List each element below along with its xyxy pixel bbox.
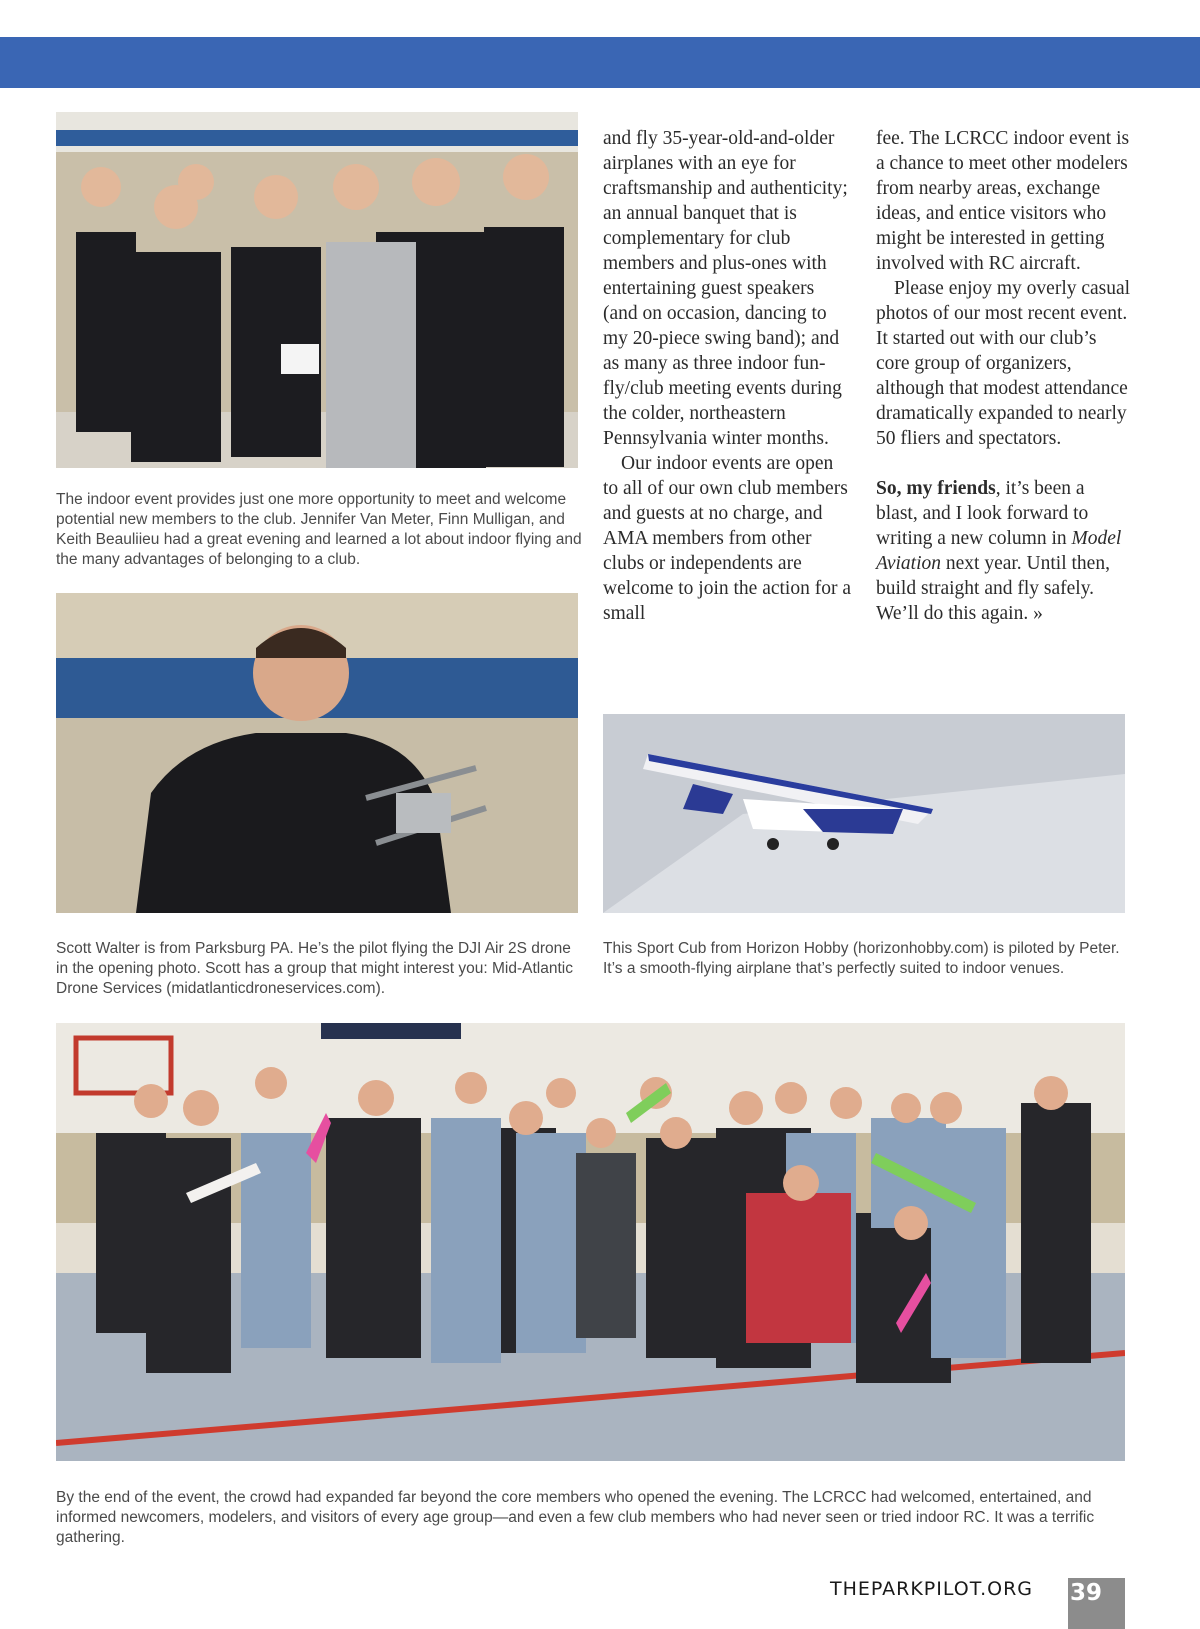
group-photo — [56, 112, 578, 468]
large-group-caption: By the end of the event, the crowd had expanded far beyond the core members who opened the evening. The LCRCC had welcomed, entertained, and informed newcomers, modelers, and visitors of every age group—and even a few club members who had never seen or tried indoor RC. It was a terrific gathering. — [56, 1489, 1095, 1546]
drone-photo-icon — [56, 593, 578, 913]
footer-website: THEPARKPILOT.ORG — [830, 1578, 1033, 1600]
group-photo-icon — [56, 112, 578, 468]
group-photo-caption: The indoor event provides just one more opportunity to meet and welcome potential new members to the club. Jennifer Van Meter, Finn Mulligan, and Keith Beauliieu had a great evening and learned a lot about indoor flying and the many advantages of belonging to a club. — [56, 491, 582, 568]
article-paragraph: and fly 35-year-old-and-older airplanes with an eye for craftsmanship and authenticity; an annual banquet that is complementary for club members and plus-ones with entertaining guest speakers (and on occasion, dancing to my 20-piece swing band); and as many as three indoor fun-fly/club meeting events during the colder, northeastern Pennsylvania winter months. — [603, 128, 848, 449]
closing-text-end: next year. Until then, build straight and fly safely. We’ll do this again. » — [876, 553, 1110, 624]
large-group-photo — [56, 1023, 1125, 1461]
article-paragraph: Our indoor events are open to all of our own club members and guests at no charge, and AMA members from other clubs or independents are welcome to join the action for a small — [603, 453, 851, 624]
header-band — [0, 37, 1200, 88]
closing-text: , it’s been a blast, and I look forward to writing a new column in — [876, 478, 1089, 549]
article-paragraph: fee. The LCRCC indoor event is a chance to meet other modelers from nearby areas, exchange ideas, and entice visitors who might be interested in getting involved with RC aircraft. — [876, 128, 1130, 274]
page-number: 39 — [1068, 1578, 1125, 1629]
article-column-1 — [603, 126, 853, 626]
crowd-photo-icon — [56, 1023, 1125, 1461]
airplane-photo-icon — [603, 714, 1125, 913]
article-paragraph: Please enjoy my overly casual photos of our most recent event. It started out with our club’s core group of organizers, although that modest attendance dramatically expanded to nearly 50 fliers and spectators. — [876, 278, 1131, 449]
bold-lead: So, my friends — [876, 478, 996, 499]
drone-pilot-caption: Scott Walter is from Parksburg PA. He’s the pilot flying the DJI Air 2S drone in the opening photo. Scott has a group that might interest you: Mid-Atlantic Drone Services (midatlanticdroneservices.com). — [56, 940, 573, 997]
sport-cub-caption: This Sport Cub from Horizon Hobby (horizonhobby.com) is piloted by Peter. It’s a smooth-flying airplane that’s perfectly suited to indoor venues. — [603, 940, 1120, 977]
article-column-2 — [876, 126, 1131, 626]
magazine-title: Model Aviation — [876, 528, 1122, 574]
sport-cub-photo — [603, 714, 1125, 913]
article-closing-paragraph — [876, 476, 1131, 626]
drone-pilot-photo — [56, 593, 578, 913]
